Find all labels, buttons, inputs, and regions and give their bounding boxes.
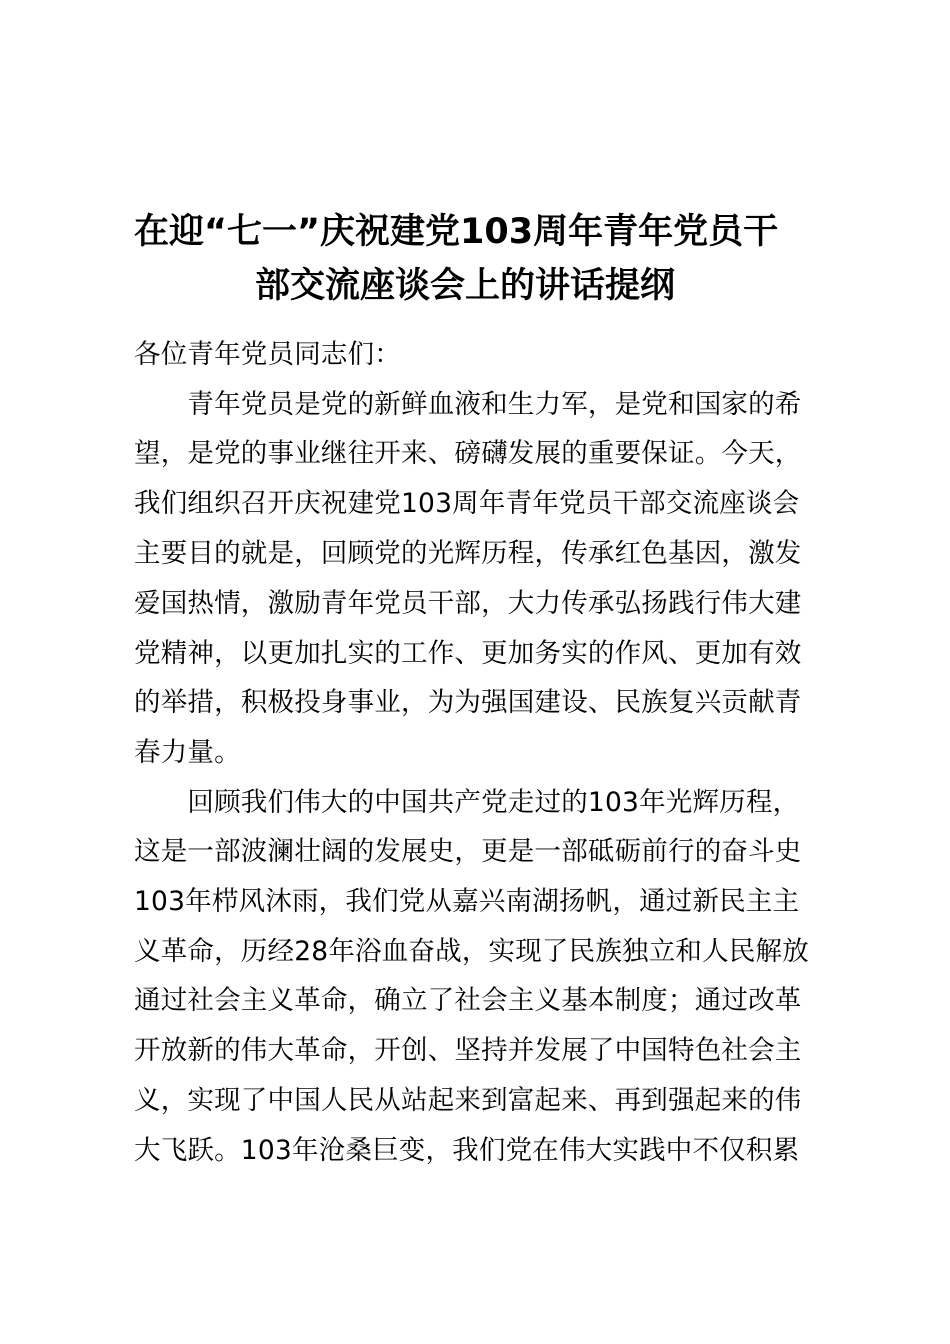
body-line: 的举措，积极投身事业，为为强国建设、民族复兴贡献青 — [134, 687, 802, 718]
body-line: 主要目的就是，回顾党的光辉历程，传承红色基因，激发 — [134, 538, 802, 569]
body-line: 103年栉风沐雨，我们党从嘉兴南湖扬帆，通过新民主主 — [134, 886, 800, 917]
body-line: 义，实现了中国人民从站起来到富起来、再到强起来的伟 — [134, 1085, 802, 1116]
title-line-2: 部交流座谈会上的讲话提纲 — [255, 266, 676, 306]
body-line: 我们组织召开庆祝建党103周年青年党员干部交流座谈会 — [134, 488, 800, 519]
body-line: 青年党员是党的新鲜血液和生力军，是党和国家的希 — [134, 389, 802, 420]
salutation: 各位青年党员同志们： — [134, 339, 401, 370]
body-line: 大飞跃。103年沧桑巨变，我们党在伟大实践中不仅积累 — [134, 1135, 800, 1166]
body-line: 通过社会主义革命，确立了社会主义基本制度；通过改革 — [134, 985, 802, 1016]
body-line: 春力量。 — [134, 737, 241, 768]
body-line: 这是一部波澜壮阔的发展史，更是一部砥砺前行的奋斗史 — [134, 836, 802, 867]
body-line: 爱国热情，激励青年党员干部，大力传承弘扬践行伟大建 — [134, 588, 802, 619]
title-line-1: 在迎“七一”庆祝建党103周年青年党员干 — [134, 212, 779, 252]
body-line: 回顾我们伟大的中国共产党走过的103年光辉历程， — [134, 787, 800, 818]
body-line: 党精神，以更加扎实的工作、更加务实的作风、更加有效 — [134, 638, 802, 669]
body-line: 望，是党的事业继往开来、磅礴发展的重要保证。今天， — [134, 438, 802, 469]
body-line: 开放新的伟大革命，开创、坚持并发展了中国特色社会主 — [134, 1035, 802, 1066]
body-line: 义革命，历经28年浴血奋战，实现了民族独立和人民解放 — [134, 936, 809, 967]
